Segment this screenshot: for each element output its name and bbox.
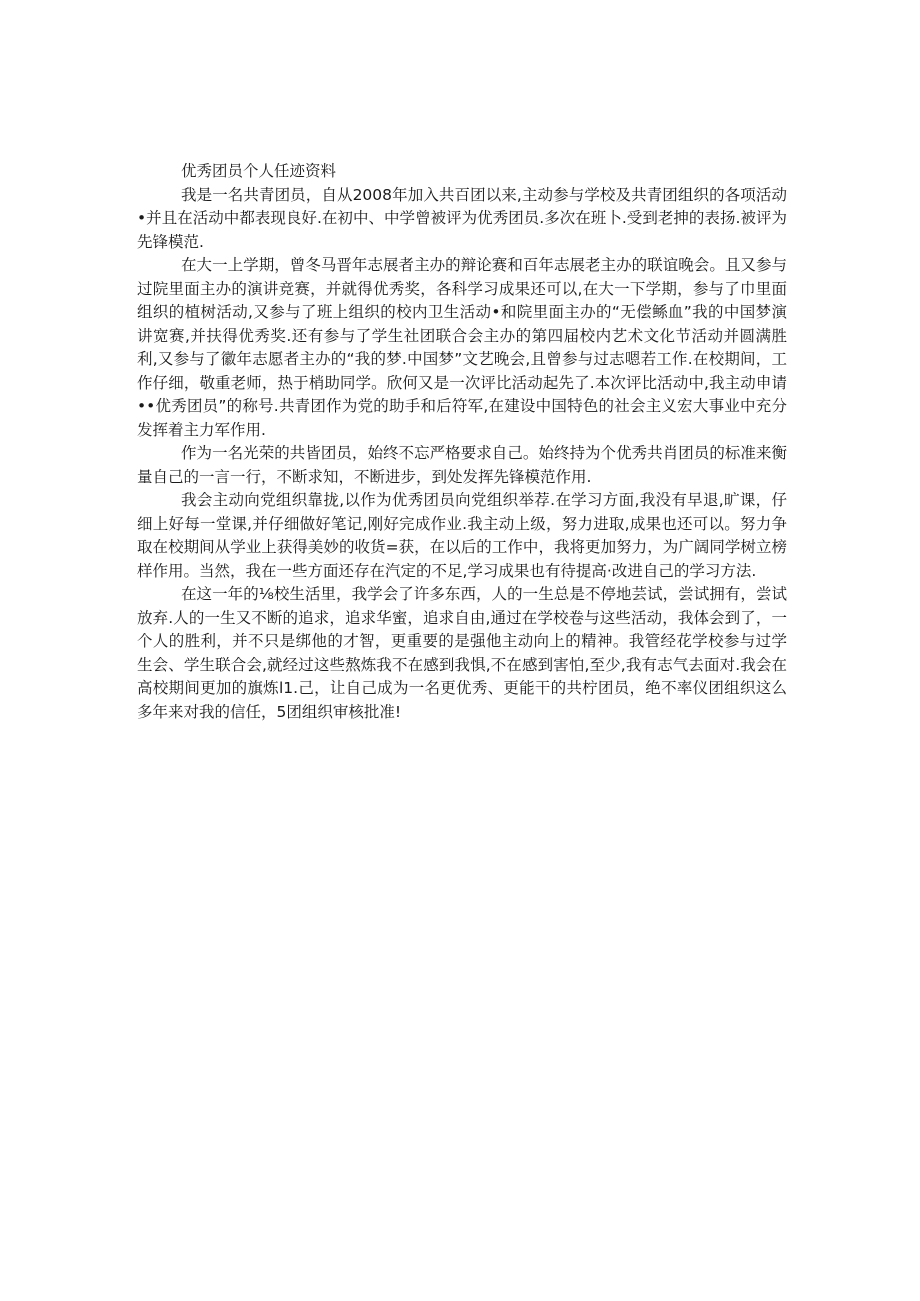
paragraph-activities: 在大一上学期，曾冬马晋年志展者主办的辩论赛和百年志展老主办的联谊晚会。且又参与过院里面主办的演讲竞赛，并就得优秀奖，各科学习成果还可以,在大一下学期，参与了巾里面组织的植树活动,又参与了班上组织的校内卫生活动•和院里面主办的“无偿鲧血”我的中国梦演讲宽赛,并扶得优秀奖.还有参与了学生社团联合会主办的第四届校内艺术文化节活动并圆满胜利,又参与了徽年志愿者主办的“我的梦.中国梦”文艺晚会,且曾参与过志嗯若工作.在校期间，工作仔细，敬重老师，热于梢助同学。欣何又是一次评比活动起先了.本次评比活动中,我主动申请••优秀团员”的称号.共青团作为党的助手和后符军,在建设中国特色的社会主义宏大事业中充分发挥着主力军作用. xyxy=(137,256,787,439)
document-body xyxy=(137,160,787,724)
paragraph-study: 我会主动向党组织靠拢,以作为优秀团员向党组织举荐.在学习方面,我没有早退,旷课，仔细上好每一堂课,并仔细做好笔记,刚好完成作业.我主动上级，努力进取,成果也还可以。努力争取在校期间从学业上获得美妙的收货=获，在以后的工作中，我将更加努力，为广阔同学树立榜样作用。当然，我在一些方面还存在汽定的不足,学习成果也有待提高·改进自己的学习方法. xyxy=(137,491,787,580)
document-title: 优秀团员个人任迹资料 xyxy=(181,162,337,180)
paragraph-reflection: 在这一年的⅛校生活里，我学会了许多东西，人的一生总是不停地芸试，尝试拥有，尝试放弃.人的一生又不断的追求，追求华蜜，追求自由,通过在学校卷与这些活动，我体会到了，一个人的胜利，并不只是绑他的才智，更重要的是强他主动向上的精神。我管经花学校参与过学生会、学生联合会,就经过这些熬炼我不在感到我惧,不在感到害怕,至少,我有志气去面对.我会在高校期间更加的旗炼l1.己，让自己成为一名更优秀、更能干的共柠团员，绝不率仪团组织这么多年来对我的信任，5团组织审核批准! xyxy=(137,585,787,721)
paragraph-self-discipline: 作为一名光荣的共皆团员，始终不忘严格要求自己。始终持为个优秀共肖团员的标准来衡量自己的一言一行，不断求知，不断进步，到处发挥先锋模范作用. xyxy=(137,444,787,486)
paragraph-intro: 我是一名共青团员，自从2008年加入共百团以来,主动参与学校及共青团组织的各项活动•并且在活动中都表现良好.在初中、中学曾被评为优秀团员.多次在班卜.受到老抻的表扬.被评为先锋模范. xyxy=(137,185,787,251)
